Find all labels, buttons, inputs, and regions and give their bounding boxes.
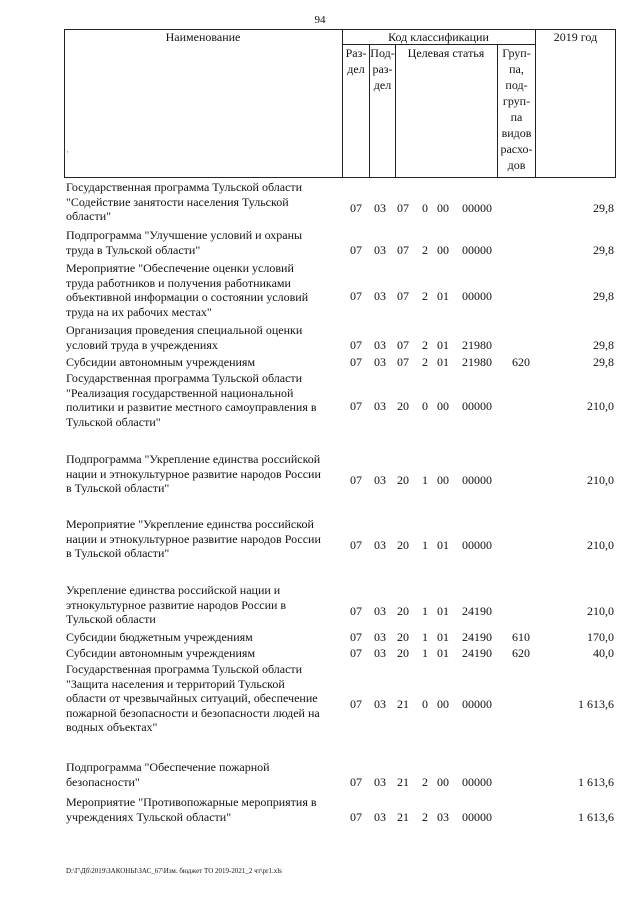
code-c3: 00: [437, 201, 449, 215]
code-r: 07: [350, 242, 362, 257]
code-c1: 21: [397, 774, 409, 789]
row-name: Мероприятие "Укрепление единства российской нации и этнокультурное развитие народов России в Тульской области": [66, 517, 321, 560]
code-p: 03: [374, 355, 386, 369]
code-p: 03: [374, 337, 386, 352]
code-c3: 00: [437, 697, 449, 711]
code-c3: 01: [437, 337, 449, 352]
code-c4: 24190: [462, 646, 492, 660]
scan-speck: ·: [66, 147, 69, 157]
code-c3: 01: [437, 289, 449, 303]
row-name: Субсидии автономным учреждениям: [66, 646, 256, 660]
code-c3: 01: [437, 630, 449, 644]
code-r: 07: [350, 337, 362, 352]
code-c3: 03: [437, 809, 449, 824]
code-c4: 00000: [462, 809, 492, 824]
code-c4: 21980: [462, 355, 492, 369]
code-p: 03: [374, 289, 386, 303]
amount: 170,0: [587, 630, 614, 644]
code-c3: 01: [437, 604, 449, 618]
code-c1: 21: [397, 697, 409, 711]
row-name: Государственная программа Тульской области "Содействие занятости населения Тульской области": [66, 180, 303, 223]
amount: 29,8: [593, 337, 614, 352]
amount: 1 613,6: [578, 809, 614, 824]
code-p: 03: [374, 646, 386, 660]
code-p: 03: [374, 399, 386, 413]
code-c1: 07: [397, 355, 409, 369]
header-razdel: Раз- дел: [345, 46, 367, 76]
amount: 1 613,6: [578, 697, 614, 711]
row-name: Укрепление единства российской нации и этнокультурное развитие народов России в Тульской области: [66, 583, 287, 626]
amount: 210,0: [587, 604, 614, 618]
amount: 1 613,6: [578, 774, 614, 789]
code-r: 07: [350, 774, 362, 789]
code-r: 07: [350, 399, 362, 413]
code-c1: 07: [397, 289, 409, 303]
code-c3: 01: [437, 355, 449, 369]
code-c4: 00000: [462, 399, 492, 413]
amount: 40,0: [593, 646, 614, 660]
code-c2: 1: [422, 604, 428, 618]
code-c2: 1: [422, 538, 428, 552]
header-group: Груп- па, под- груп- па видов расхо- дов: [500, 46, 533, 172]
code-p: 03: [374, 604, 386, 618]
code-c2: 2: [422, 809, 428, 824]
row-name: Мероприятие "Противопожарные мероприятия в учреждениях Тульской области": [66, 795, 317, 824]
code-p: 03: [374, 630, 386, 644]
code-g: 620: [512, 646, 530, 660]
code-c4: 00000: [462, 473, 492, 487]
code-c4: 00000: [462, 538, 492, 552]
code-c3: 01: [437, 538, 449, 552]
code-p: 03: [374, 201, 386, 215]
header-code: Код классификации: [388, 30, 489, 44]
amount: 210,0: [587, 399, 614, 413]
file-path-footer: D:\Г\Дб\2019\ЗАКОНЫ\ЗАС_67\Изм. бюджет ТО 2019-2021_2 чт\pr1.xls: [66, 867, 282, 875]
amount: 210,0: [587, 538, 614, 552]
code-c2: 2: [422, 355, 428, 369]
code-c4: 00000: [462, 289, 492, 303]
code-c4: 00000: [462, 201, 492, 215]
code-r: 07: [350, 630, 362, 644]
amount: 29,8: [593, 289, 614, 303]
code-g: 610: [512, 630, 530, 644]
code-c1: 07: [397, 337, 409, 352]
code-c4: 24190: [462, 630, 492, 644]
header-name: Наименование: [165, 30, 241, 44]
code-c1: 07: [397, 242, 409, 257]
code-r: 07: [350, 697, 362, 711]
code-c3: 00: [437, 242, 449, 257]
code-r: 07: [350, 538, 362, 552]
code-c4: 00000: [462, 697, 492, 711]
code-c1: 20: [397, 538, 409, 552]
header-year: 2019 год: [553, 30, 598, 44]
code-c2: 2: [422, 289, 428, 303]
table-header: [64, 29, 616, 177]
code-c1: 20: [397, 630, 409, 644]
code-c2: 0: [422, 697, 428, 711]
code-r: 07: [350, 809, 362, 824]
code-c3: 00: [437, 399, 449, 413]
code-c1: 20: [397, 473, 409, 487]
code-r: 07: [350, 201, 362, 215]
code-c1: 20: [397, 604, 409, 618]
code-p: 03: [374, 809, 386, 824]
code-c4: 21980: [462, 337, 492, 352]
row-name: Подпрограмма "Укрепление единства российской нации и этнокультурное развитие народов России в Тульской области": [66, 452, 321, 495]
code-p: 03: [374, 774, 386, 789]
row-name: Организация проведения специальной оценки условий труда в учреждениях: [66, 323, 303, 352]
amount: 29,8: [593, 355, 614, 369]
code-c2: 0: [422, 201, 428, 215]
code-c4: 00000: [462, 774, 492, 789]
code-p: 03: [374, 473, 386, 487]
row-name: Субсидии автономным учреждениям: [66, 355, 256, 369]
header-target: Целевая статья: [407, 46, 485, 60]
code-c2: 1: [422, 473, 428, 487]
code-c1: 21: [397, 809, 409, 824]
code-c3: 00: [437, 774, 449, 789]
code-c3: 01: [437, 646, 449, 660]
code-r: 07: [350, 604, 362, 618]
amount: 29,8: [593, 242, 614, 257]
code-c4: 00000: [462, 242, 492, 257]
code-c2: 1: [422, 630, 428, 644]
page-number: 94: [314, 14, 326, 26]
code-g: 620: [512, 355, 530, 369]
row-name: Субсидии бюджетным учреждениям: [66, 630, 253, 644]
row-name: Государственная программа Тульской области "Защита населения и территорий Тульской области от чрезвычайных ситуаций, обеспечение пожарной безопасности и безопасности людей на водных объектах": [66, 662, 320, 734]
code-r: 07: [350, 355, 362, 369]
code-p: 03: [374, 242, 386, 257]
row-name: Государственная программа Тульской области "Реализация государственной национальной политики и развитие местного самоуправления в Тульской области": [66, 371, 317, 429]
row-name: Подпрограмма "Улучшение условий и охраны труда в Тульской области": [66, 228, 303, 257]
code-r: 07: [350, 289, 362, 303]
code-c2: 2: [422, 774, 428, 789]
code-c1: 20: [397, 399, 409, 413]
row-name: Подпрограмма "Обеспечение пожарной безопасности": [66, 760, 270, 789]
code-c2: 1: [422, 646, 428, 660]
code-c1: 07: [397, 201, 409, 215]
code-c2: 2: [422, 242, 428, 257]
code-c3: 00: [437, 473, 449, 487]
amount: 29,8: [593, 201, 614, 215]
code-c1: 20: [397, 646, 409, 660]
row-name: Мероприятие "Обеспечение оценки условий труда работников и получения работниками объективной информации о состоянии условий труда на их рабочих местах": [66, 261, 309, 319]
code-c4: 24190: [462, 604, 492, 618]
amount: 210,0: [587, 473, 614, 487]
header-podrazdel: Под- раз- дел: [370, 46, 395, 92]
code-p: 03: [374, 697, 386, 711]
code-c2: 0: [422, 399, 428, 413]
code-r: 07: [350, 473, 362, 487]
code-c2: 2: [422, 337, 428, 352]
code-r: 07: [350, 646, 362, 660]
code-p: 03: [374, 538, 386, 552]
